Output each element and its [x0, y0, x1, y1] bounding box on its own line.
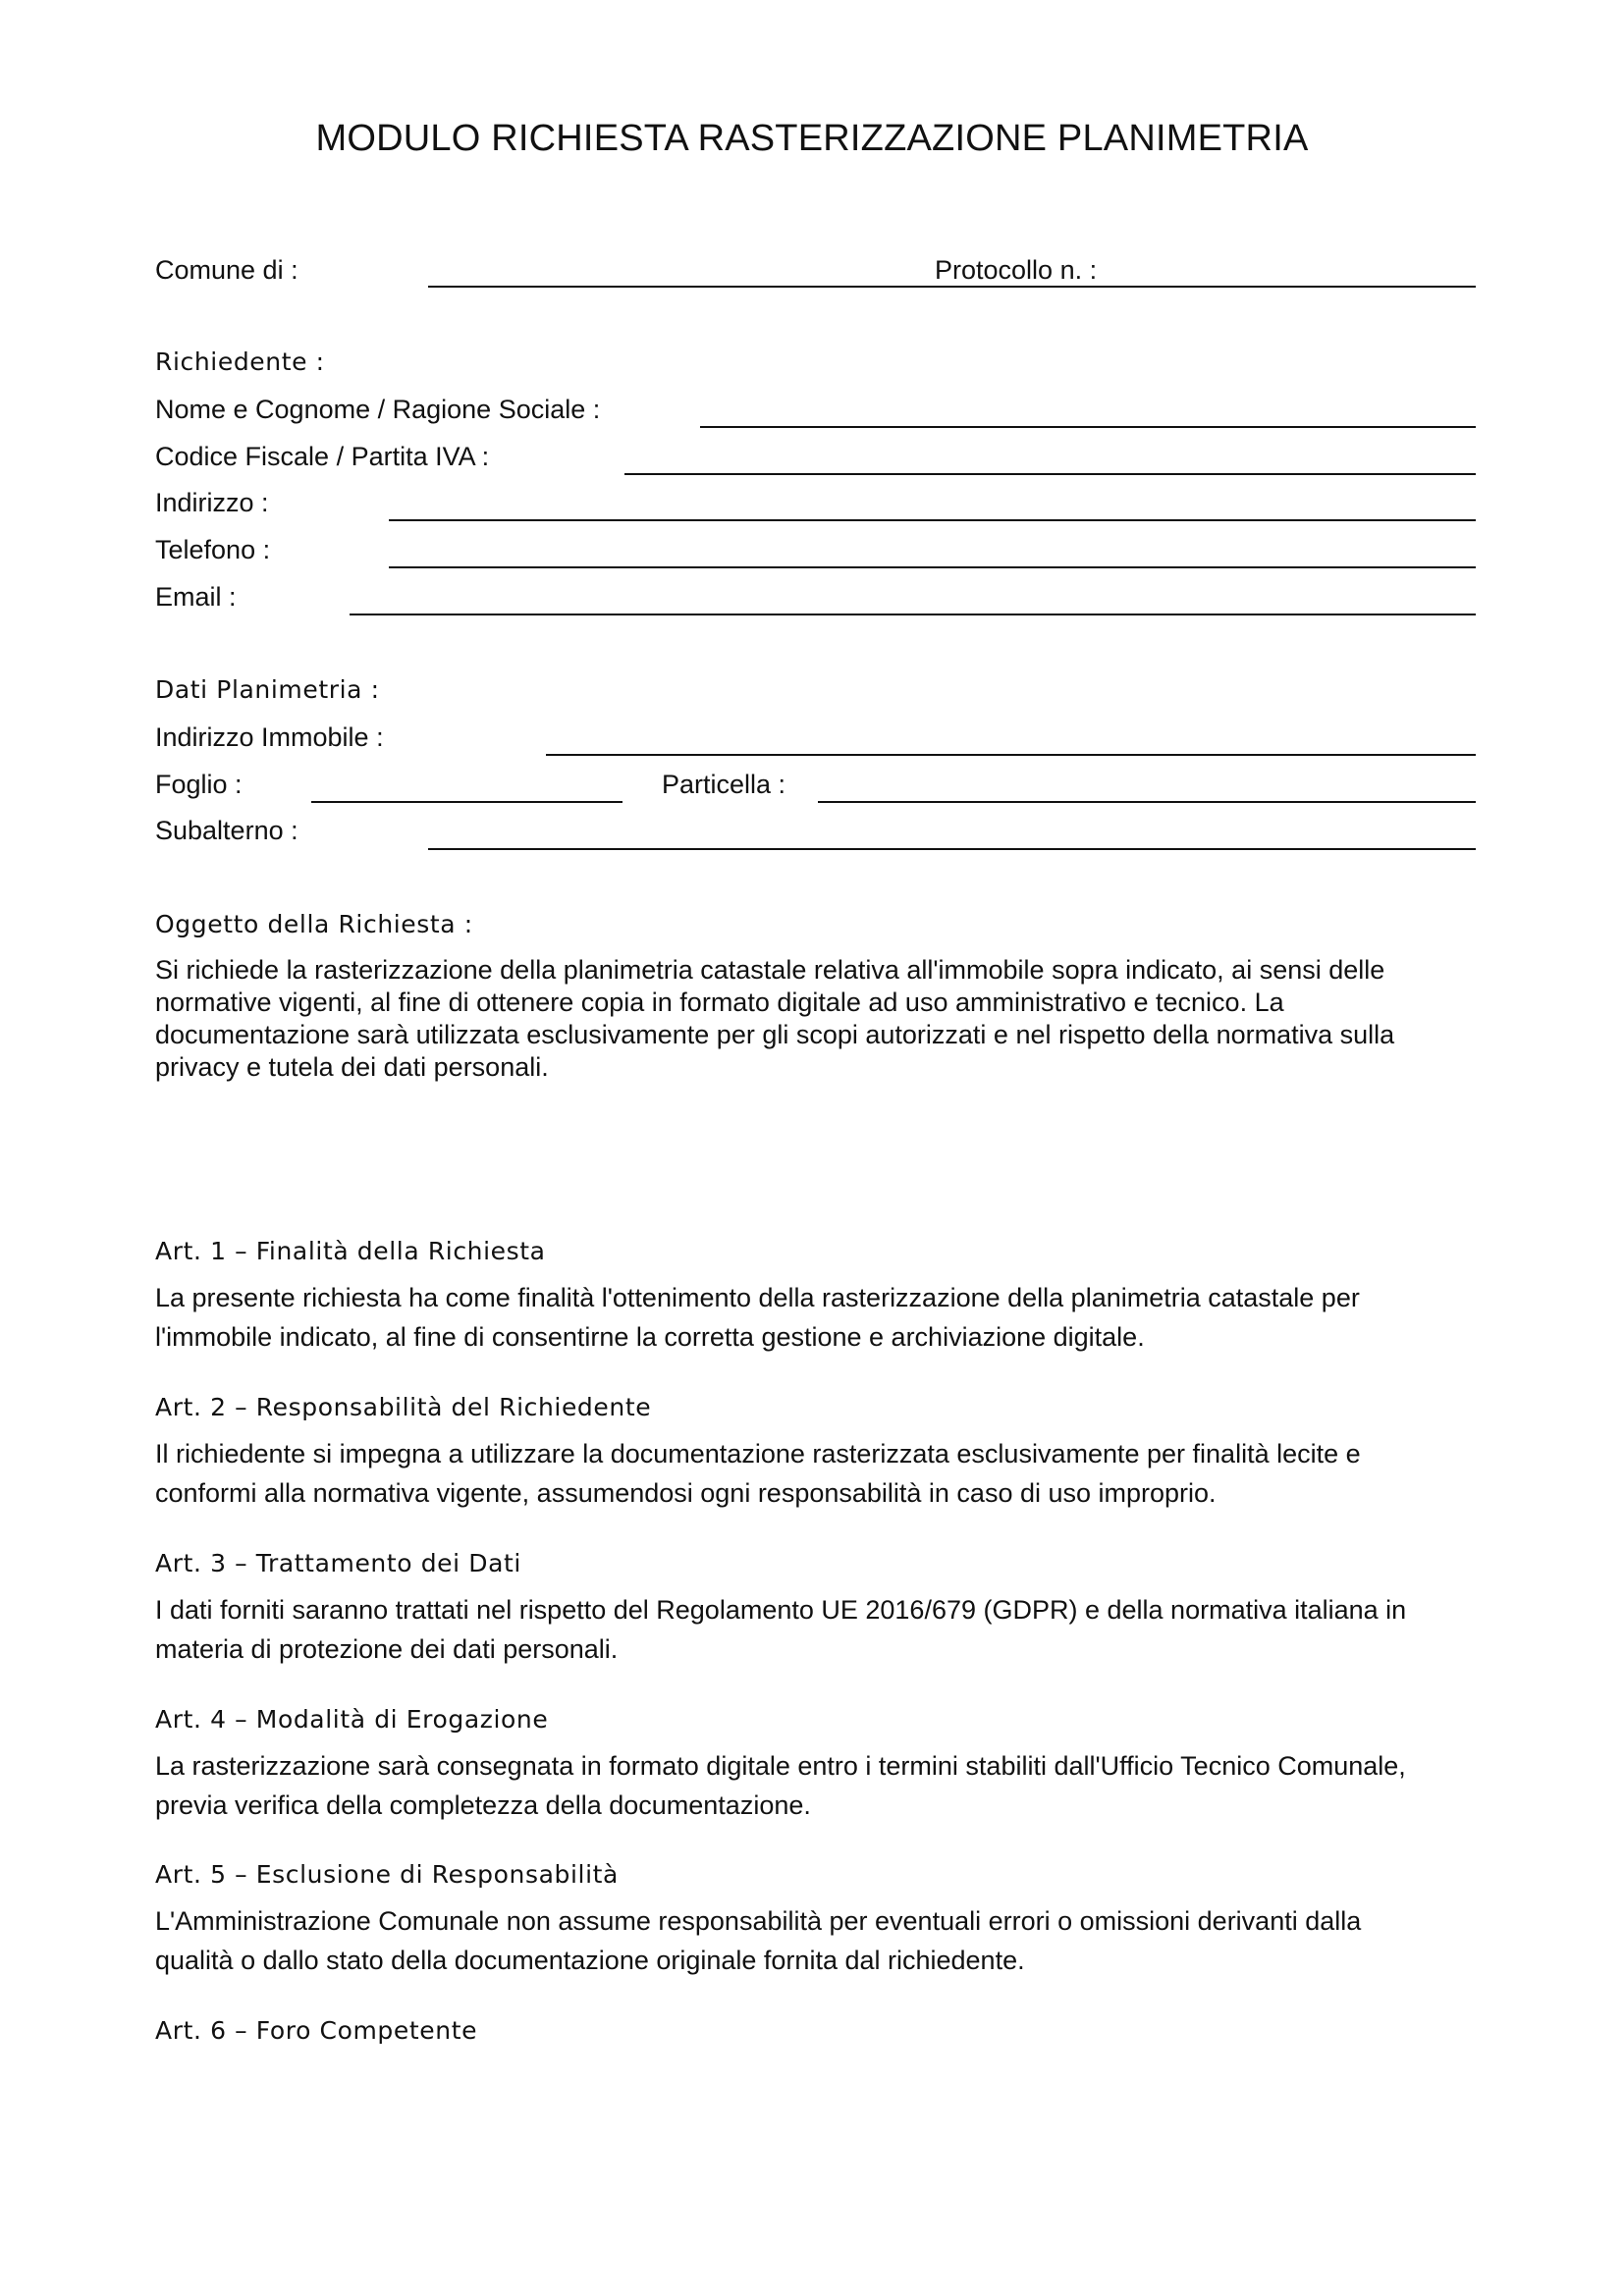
- article-5-body: [155, 1901, 1476, 1980]
- indirizzo-field[interactable]: [389, 519, 1476, 521]
- article-line: Il richiedente si impegna a utilizzare la documentazione rasterizzata esclusivamente per finalità lecite e: [155, 1439, 1361, 1468]
- subalterno-label: Subalterno :: [155, 816, 298, 845]
- indirizzo-immobile-field[interactable]: [546, 754, 1476, 756]
- article-line: I dati forniti saranno trattati nel rispetto del Regolamento UE 2016/679 (GDPR) e della normativa italiana in: [155, 1595, 1407, 1625]
- nome-cognome-field[interactable]: [700, 426, 1476, 428]
- oggetto-line: privacy e tutela dei dati personali.: [155, 1052, 549, 1082]
- particella-field[interactable]: [818, 801, 1476, 803]
- oggetto-paragraph: [155, 954, 1476, 1084]
- article-2-body: [155, 1434, 1476, 1513]
- oggetto-line: Si richiede la rasterizzazione della planimetria catastale relativa all'immobile sopra indicato, ai sensi delle: [155, 955, 1385, 985]
- dati-planimetria-heading: Dati Planimetria :: [155, 675, 380, 704]
- article-1-body: [155, 1278, 1476, 1357]
- article-5-title: Art. 5 – Esclusione di Responsabilità: [155, 1860, 619, 1889]
- article-4-title: Art. 4 – Modalità di Erogazione: [155, 1705, 549, 1734]
- nome-cognome-label: Nome e Cognome / Ragione Sociale :: [155, 395, 601, 424]
- article-line: conformi alla normativa vigente, assumendosi ogni responsabilità in caso di uso improprio.: [155, 1478, 1217, 1508]
- subalterno-field[interactable]: [428, 848, 1476, 850]
- comune-field[interactable]: [428, 286, 1476, 288]
- codice-fiscale-label: Codice Fiscale / Partita IVA :: [155, 442, 490, 471]
- indirizzo-label: Indirizzo :: [155, 488, 269, 517]
- richiedente-heading: Richiedente :: [155, 347, 325, 376]
- article-4-body: [155, 1746, 1476, 1825]
- article-3-body: [155, 1590, 1476, 1669]
- article-line: La rasterizzazione sarà consegnata in formato digitale entro i termini stabiliti dall'Ufficio Tecnico Comunale,: [155, 1751, 1406, 1781]
- oggetto-line: documentazione sarà utilizzata esclusivamente per gli scopi autorizzati e nel rispetto della normativa sulla: [155, 1020, 1395, 1049]
- comune-label: Comune di :: [155, 255, 298, 285]
- telefono-field[interactable]: [389, 566, 1476, 568]
- email-label: Email :: [155, 582, 237, 612]
- telefono-label: Telefono :: [155, 535, 271, 564]
- article-6-title: Art. 6 – Foro Competente: [155, 2016, 478, 2045]
- article-line: La presente richiesta ha come finalità l'ottenimento della rasterizzazione della planimetria catastale per: [155, 1283, 1360, 1312]
- email-field[interactable]: [350, 614, 1476, 615]
- article-1-title: Art. 1 – Finalità della Richiesta: [155, 1237, 546, 1265]
- article-line: materia di protezione dei dati personali.: [155, 1634, 619, 1664]
- foglio-field[interactable]: [311, 801, 623, 803]
- foglio-label: Foglio :: [155, 770, 243, 799]
- indirizzo-immobile-label: Indirizzo Immobile :: [155, 722, 384, 752]
- article-line: qualità o dallo stato della documentazione originale fornita dal richiedente.: [155, 1946, 1025, 1975]
- article-3-title: Art. 3 – Trattamento dei Dati: [155, 1549, 521, 1577]
- codice-fiscale-field[interactable]: [624, 473, 1476, 475]
- article-2-title: Art. 2 – Responsabilità del Richiedente: [155, 1393, 652, 1421]
- article-line: L'Amministrazione Comunale non assume responsabilità per eventuali errori o omissioni derivanti dalla: [155, 1906, 1362, 1936]
- oggetto-line: normative vigenti, al fine di ottenere copia in formato digitale ad uso amministrativo e tecnico. La: [155, 988, 1284, 1017]
- protocollo-label: Protocollo n. :: [935, 255, 1098, 285]
- page-title: MODULO RICHIESTA RASTERIZZAZIONE PLANIMETRIA: [315, 118, 1309, 159]
- oggetto-heading: Oggetto della Richiesta :: [155, 910, 473, 938]
- particella-label: Particella :: [662, 770, 786, 799]
- article-line: previa verifica della completezza della documentazione.: [155, 1790, 811, 1820]
- article-line: l'immobile indicato, al fine di consentirne la corretta gestione e archiviazione digitale.: [155, 1322, 1145, 1352]
